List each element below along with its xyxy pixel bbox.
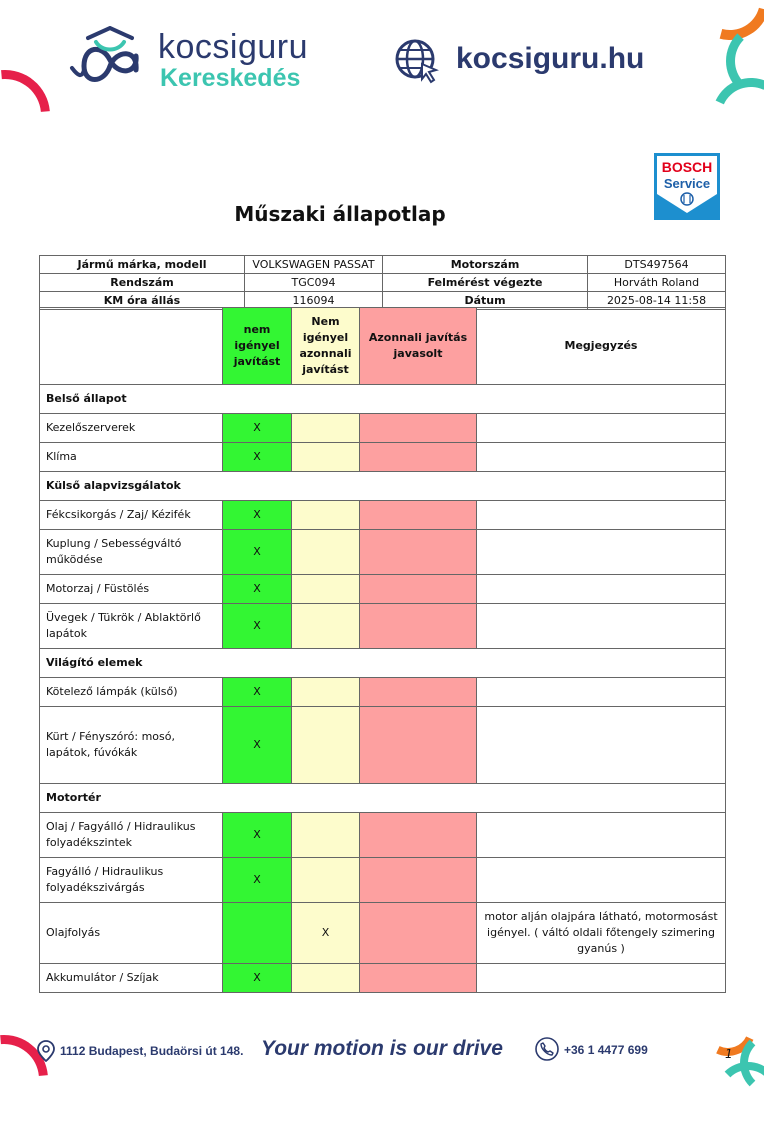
table-row bbox=[40, 858, 726, 903]
urgent-mark bbox=[360, 813, 477, 858]
urgent-mark bbox=[360, 678, 477, 707]
urgent-mark bbox=[360, 414, 477, 443]
ok-mark: X bbox=[223, 530, 292, 575]
item-column-header bbox=[40, 308, 223, 385]
note-cell: motor alján olajpára látható, motormosást igényel. ( váltó oldali főtengely szimering gyanús ) bbox=[477, 903, 726, 964]
urgent-mark bbox=[360, 964, 477, 993]
ok-mark: X bbox=[223, 858, 292, 903]
table-row bbox=[40, 575, 726, 604]
section-title-lights: Világító elemek bbox=[40, 649, 726, 678]
section-title-interior: Belső állapot bbox=[40, 385, 726, 414]
not-urgent-mark bbox=[292, 678, 360, 707]
not-urgent-mark bbox=[292, 813, 360, 858]
item-name: Kuplung / Sebességváltó működése bbox=[40, 530, 223, 575]
item-name: Fagyálló / Hidraulikus folyadékszivárgás bbox=[40, 858, 223, 903]
not-urgent-mark: X bbox=[292, 903, 360, 964]
table-row bbox=[40, 443, 726, 472]
note-cell bbox=[477, 575, 726, 604]
item-name: Kötelező lámpák (külső) bbox=[40, 678, 223, 707]
item-name: Kürt / Fényszóró: mosó, lapátok, fúvókák bbox=[40, 707, 223, 784]
not-urgent-column-header: Nem igényel azonnali javítást bbox=[292, 308, 360, 385]
section-title-exterior: Külső alapvizsgálatok bbox=[40, 472, 726, 501]
urgent-mark bbox=[360, 530, 477, 575]
footer-phone: +36 1 4477 699 bbox=[564, 1043, 648, 1057]
section-row bbox=[40, 784, 726, 813]
item-name: Üvegek / Tükrök / Ablaktörlő lapátok bbox=[40, 604, 223, 649]
km-label: KM óra állás bbox=[40, 292, 245, 310]
item-name: Fékcsikorgás / Zaj/ Kézifék bbox=[40, 501, 223, 530]
table-row bbox=[40, 501, 726, 530]
info-row bbox=[40, 256, 726, 274]
svg-text:Service: Service bbox=[663, 176, 711, 191]
surveyor-value: Horváth Roland bbox=[588, 274, 726, 292]
note-cell bbox=[477, 604, 726, 649]
table-row bbox=[40, 903, 726, 964]
vehicle-info-table bbox=[39, 255, 726, 310]
urgent-mark bbox=[360, 443, 477, 472]
phone-icon bbox=[535, 1037, 559, 1061]
not-urgent-mark bbox=[292, 964, 360, 993]
table-row bbox=[40, 414, 726, 443]
note-cell bbox=[477, 530, 726, 575]
table-row bbox=[40, 707, 726, 784]
section-row bbox=[40, 472, 726, 501]
note-column-header: Megjegyzés bbox=[477, 308, 726, 385]
ok-mark: X bbox=[223, 707, 292, 784]
note-cell bbox=[477, 414, 726, 443]
brand-subtitle: Kereskedés bbox=[160, 64, 301, 92]
info-row bbox=[40, 274, 726, 292]
urgent-mark bbox=[360, 501, 477, 530]
urgent-mark bbox=[360, 575, 477, 604]
engine-number-label: Motorszám bbox=[383, 256, 588, 274]
make-label: Jármű márka, modell bbox=[40, 256, 245, 274]
note-cell bbox=[477, 964, 726, 993]
table-row bbox=[40, 678, 726, 707]
date-label: Dátum bbox=[383, 292, 588, 310]
note-cell bbox=[477, 443, 726, 472]
not-urgent-mark bbox=[292, 604, 360, 649]
ok-mark: X bbox=[223, 414, 292, 443]
item-name: Olaj / Fagyálló / Hidraulikus folyadékszintek bbox=[40, 813, 223, 858]
table-row bbox=[40, 604, 726, 649]
not-urgent-mark bbox=[292, 443, 360, 472]
urgent-mark bbox=[360, 903, 477, 964]
website-url: kocsiguru.hu bbox=[456, 42, 645, 75]
date-value: 2025-08-14 11:58 bbox=[588, 292, 726, 310]
item-name: Motorzaj / Füstölés bbox=[40, 575, 223, 604]
ok-mark: X bbox=[223, 604, 292, 649]
section-title-engine-bay: Motortér bbox=[40, 784, 726, 813]
brand-name: kocsiguru bbox=[158, 28, 309, 66]
footer-address: 1112 Budapest, Budaörsi út 148. bbox=[60, 1044, 244, 1058]
item-name: Akkumulátor / Szíjak bbox=[40, 964, 223, 993]
table-row bbox=[40, 964, 726, 993]
ok-mark: X bbox=[223, 813, 292, 858]
note-cell bbox=[477, 707, 726, 784]
footer-slogan: Your motion is our drive bbox=[261, 1037, 503, 1060]
km-value: 116094 bbox=[245, 292, 383, 310]
note-cell bbox=[477, 501, 726, 530]
note-cell bbox=[477, 678, 726, 707]
item-name: Olajfolyás bbox=[40, 903, 223, 964]
make-value: VOLKSWAGEN PASSAT bbox=[245, 256, 383, 274]
item-name: Kezelőszerverek bbox=[40, 414, 223, 443]
ok-column-header: nem igényel javítást bbox=[223, 308, 292, 385]
not-urgent-mark bbox=[292, 707, 360, 784]
page-number: 1 bbox=[725, 1047, 733, 1061]
column-header-row bbox=[40, 308, 726, 385]
ok-mark bbox=[223, 903, 292, 964]
house-smile-logo-icon bbox=[68, 26, 152, 92]
inspection-table bbox=[39, 307, 726, 993]
ok-mark: X bbox=[223, 964, 292, 993]
corner-arc-decoration bbox=[715, 1062, 764, 1128]
not-urgent-mark bbox=[292, 575, 360, 604]
globe-cursor-icon bbox=[394, 38, 440, 84]
table-row bbox=[40, 530, 726, 575]
plate-value: TGC094 bbox=[245, 274, 383, 292]
corner-arc-decoration bbox=[701, 67, 764, 167]
surveyor-label: Felmérést végezte bbox=[383, 274, 588, 292]
item-name: Klíma bbox=[40, 443, 223, 472]
ok-mark: X bbox=[223, 443, 292, 472]
note-cell bbox=[477, 858, 726, 903]
urgent-mark bbox=[360, 707, 477, 784]
corner-arc-decoration bbox=[0, 1017, 66, 1141]
document-title: Műszaki állapotlap bbox=[234, 202, 446, 226]
not-urgent-mark bbox=[292, 858, 360, 903]
section-row bbox=[40, 649, 726, 678]
urgent-mark bbox=[360, 858, 477, 903]
not-urgent-mark bbox=[292, 530, 360, 575]
not-urgent-mark bbox=[292, 501, 360, 530]
svg-text:BOSCH: BOSCH bbox=[661, 159, 713, 175]
location-pin-icon bbox=[37, 1040, 55, 1062]
urgent-column-header: Azonnali javítás javasolt bbox=[360, 308, 477, 385]
urgent-mark bbox=[360, 604, 477, 649]
table-row bbox=[40, 813, 726, 858]
section-row bbox=[40, 385, 726, 414]
note-cell bbox=[477, 813, 726, 858]
ok-mark: X bbox=[223, 575, 292, 604]
engine-number-value: DTS497564 bbox=[588, 256, 726, 274]
plate-label: Rendszám bbox=[40, 274, 245, 292]
ok-mark: X bbox=[223, 501, 292, 530]
corner-arc-decoration bbox=[0, 52, 68, 179]
not-urgent-mark bbox=[292, 414, 360, 443]
ok-mark: X bbox=[223, 678, 292, 707]
